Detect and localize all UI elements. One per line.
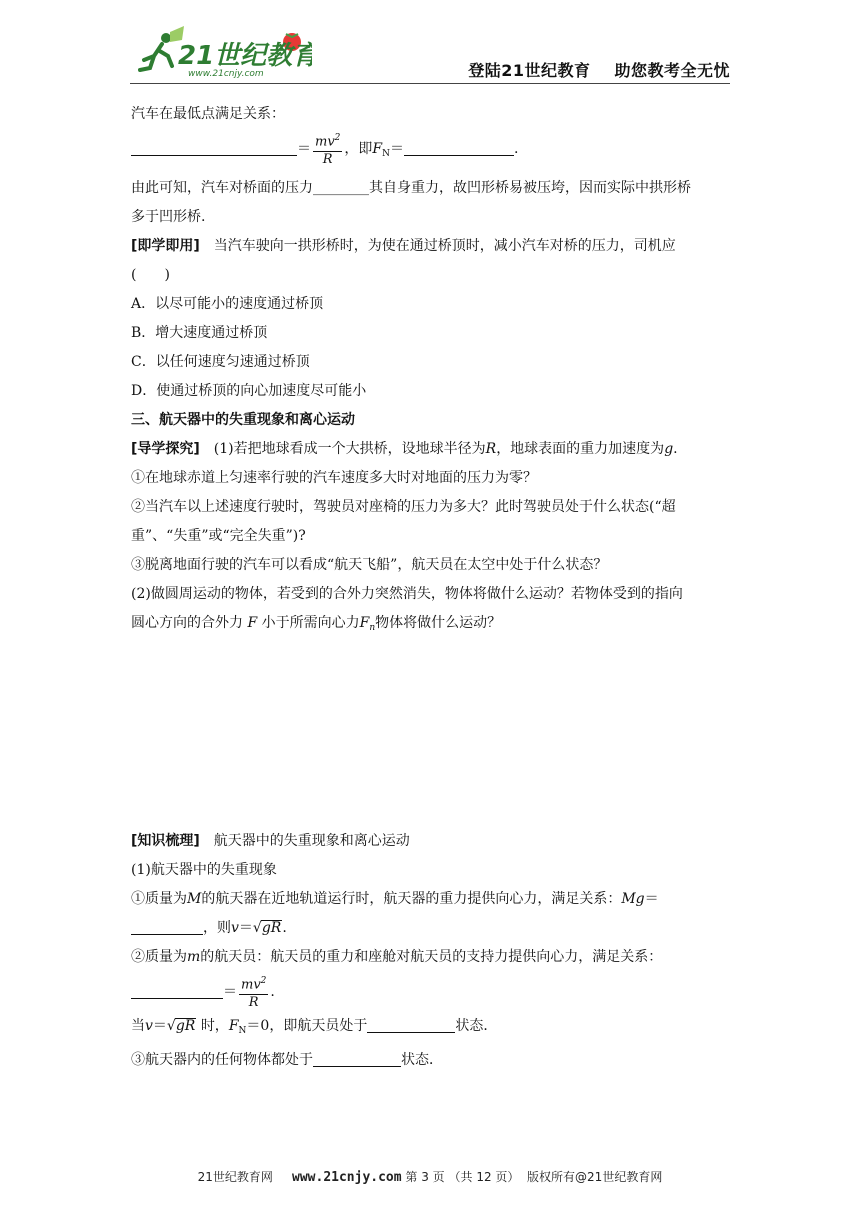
question-item: 重”、“失重”或“完全失重”)? [131,528,306,544]
answer-blank [131,139,297,156]
text-line: ③航天器内的任何物体都处于 状态． [131,1052,443,1068]
answer-space [131,643,731,827]
text-line: 当v＝√gR 时，$F_N=0$，即航天员处于 状态． [131,1018,498,1036]
question-item: ②当汽车以上述速度行驶时，驾驶员对座椅的压力为多大？此时驾驶员处于什么状态(“超 [131,499,676,515]
answer-blank [313,1050,401,1067]
text-line: ①质量为M的航天器在近地轨道运行时，航天器的重力提供向心力，满足关系：Mg＝ [131,891,659,907]
header-title-left: 登陆21世纪教育 [468,61,591,80]
option-c: C．以任何速度匀速通过桥顶 [131,354,310,370]
header-title-right: 助您教考全无忧 [614,61,730,80]
page-footer [0,1168,860,1185]
answer-blank [131,982,223,999]
question-item: ③脱离地面行驶的汽车可以看成“航天飞船”，航天员在太空中处于什么状态？ [131,557,608,573]
fraction: $\frac{mv^2}{R}$ [239,973,268,1010]
answer-paren: ( ) [131,267,170,283]
question-item: 圆心方向的合外力 F 小于所需向心力$F_n$物体将做什么运动？ [131,615,502,633]
text-line: 汽车在最低点满足关系： [131,106,285,122]
option-b: B．增大速度通过桥顶 [131,325,268,341]
option-a: A．以尽可能小的速度通过桥顶 [131,296,324,312]
exercise-question: [即学即用] 当汽车驶向一拱形桥时，为使在通过桥顶时，减小汽车对桥的压力，司机应 [131,238,676,254]
text-line: ，则v＝√gR. [131,914,731,943]
sqrt-expression: gR [261,920,282,936]
footer-url[interactable]: www.21cnjy.com [292,1170,402,1185]
guide-question-1: [导学探究] (1)若把地球看成一个大拱桥，设地球半径为R，地球表面的重力加速度为g. [131,441,678,457]
logo-graphic [132,22,312,80]
question-item: (2)做圆周运动的物体，若受到的合外力突然消失，物体将做什么运动？若物体受到的指向 [131,586,683,602]
document-body [131,100,731,1075]
footer-site: 21世纪教育网 [197,1170,273,1184]
formula-line: ＝ $\frac{mv^2}{R}$ ，即$F_N=$ . [131,129,731,174]
fraction: $\frac{mv^2}{R}$ [313,130,342,167]
knowledge-heading: [知识梳理] 航天器中的失重现象和离心运动 [131,833,410,849]
header-slogan [468,58,730,81]
text-line: 多于凹形桥. [131,209,206,225]
text-line: 由此可知，汽车对桥面的压力________其自身重力，故凹形桥易被压垮，因而实际中拱形桥 [131,180,691,196]
header-divider [130,83,730,84]
page-number: 第 3 页 （共 12 页） [405,1170,520,1184]
formula-line: ＝ $\frac{mv^2}{R}$ . [131,972,731,1012]
sqrt-expression: gR [175,1018,196,1034]
text-line: ②质量为m的航天员：航天员的重力和座舱对航天员的支持力提供向心力，满足关系： [131,949,663,965]
answer-blank [367,1016,455,1033]
question-item: ①在地球赤道上匀速率行驶的汽车速度多大时对地面的压力为零？ [131,470,537,486]
section-heading: 三、航天器中的失重现象和离心运动 [131,412,355,428]
answer-blank [404,139,514,156]
text-line: (1)航天器中的失重现象 [131,862,277,878]
site-logo [132,22,312,80]
logo-text: 21世纪教育 [178,41,312,71]
option-d: D．使通过桥顶的向心加速度尽可能小 [131,383,367,399]
logo-url: www.21cnjy.com [188,69,264,79]
answer-blank [131,918,203,935]
footer-copyright: 版权所有@21世纪教育网 [527,1170,663,1184]
